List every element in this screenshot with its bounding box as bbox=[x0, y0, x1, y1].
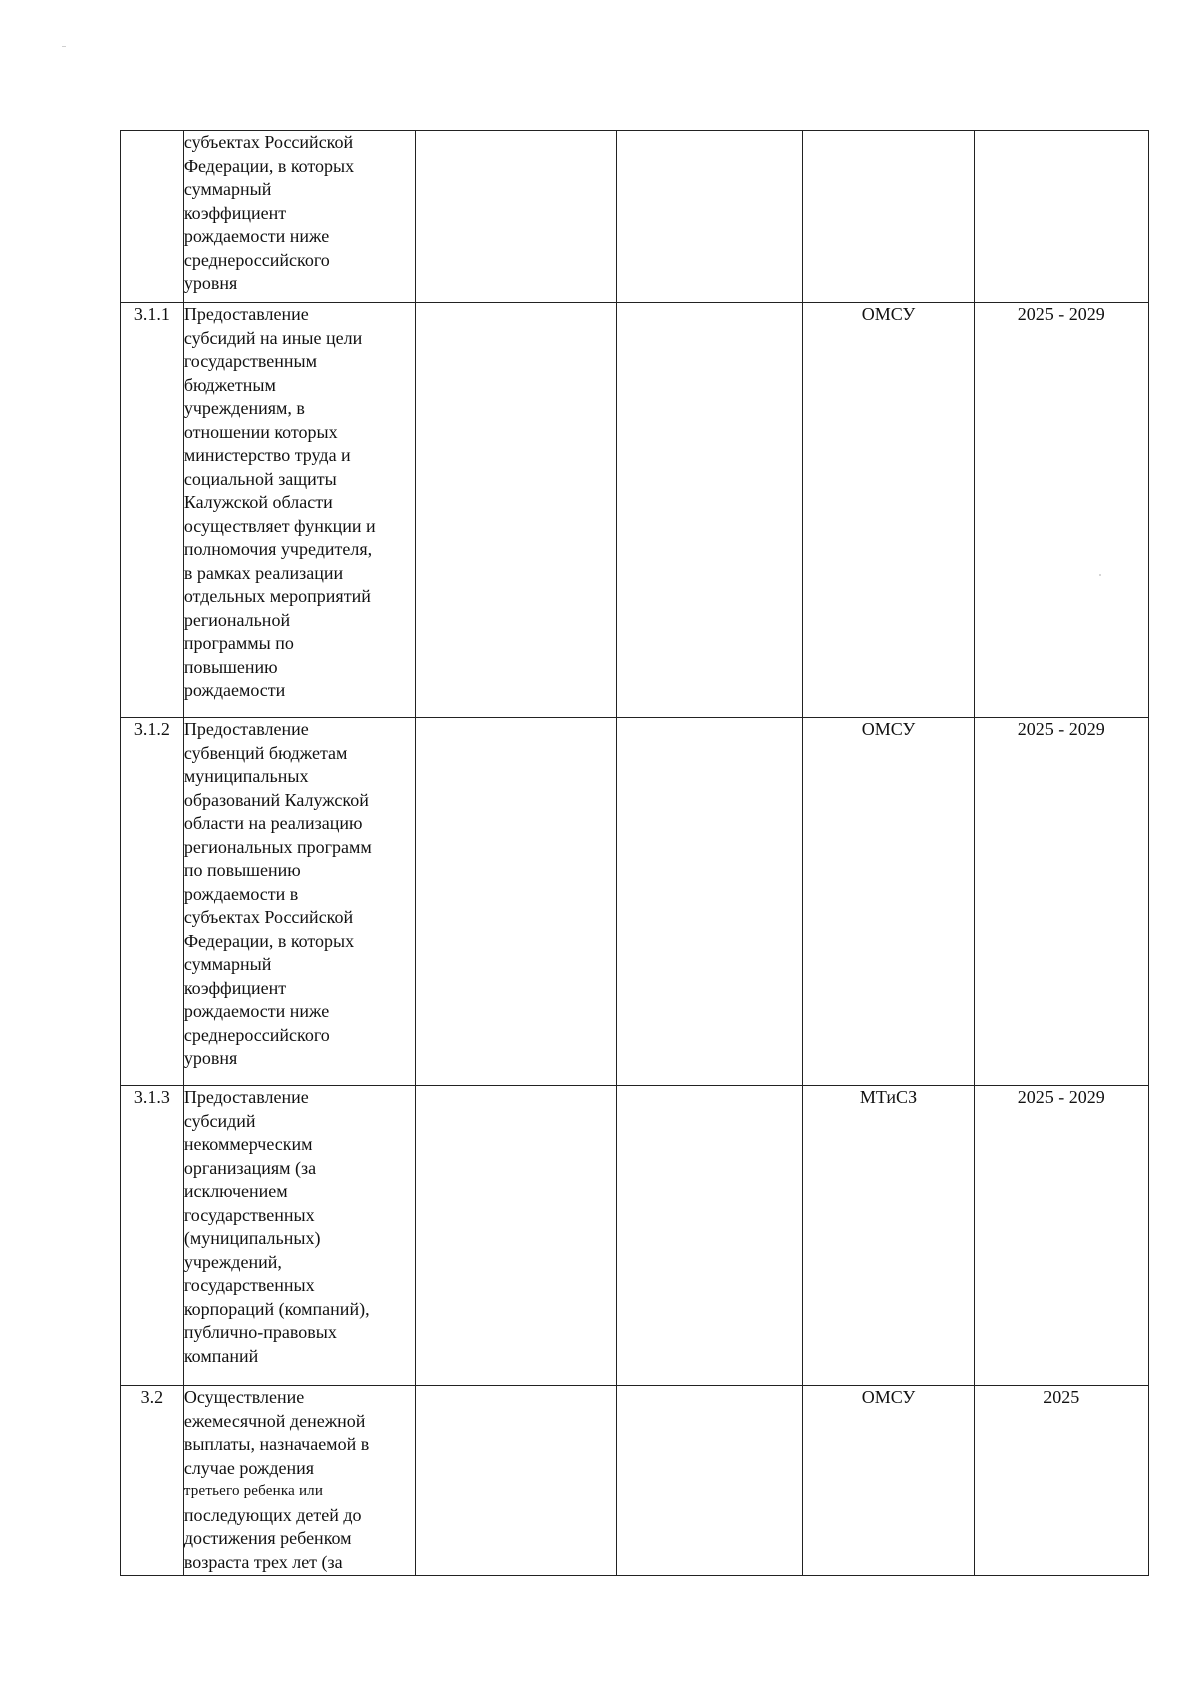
row-number: 3.1.3 bbox=[133, 1087, 170, 1107]
empty-cell bbox=[617, 303, 803, 718]
empty-cell bbox=[617, 1386, 803, 1576]
measure-name-cell bbox=[183, 303, 415, 718]
measure-name-line: региональных программ bbox=[183, 836, 372, 857]
measure-name-line: Предоставление bbox=[183, 304, 309, 324]
measure-name-line: выплаты, назначаемой в bbox=[183, 1434, 370, 1454]
table-row-3-1-2 bbox=[121, 718, 1149, 1086]
measure-name-line: муниципальных bbox=[183, 766, 309, 786]
measure-name-line: рождаемости в bbox=[183, 883, 299, 904]
executor-cell bbox=[803, 1086, 974, 1386]
measure-name-line: коэффициент bbox=[183, 977, 287, 998]
empty-cell bbox=[415, 1386, 616, 1576]
measure-name-line: возраста трех лет (за bbox=[183, 1551, 343, 1572]
measure-name-line: Калужской области bbox=[183, 492, 333, 512]
executor: ОМСУ bbox=[861, 719, 916, 739]
measure-name-line: (муниципальных) bbox=[183, 1228, 321, 1248]
row-number: 3.2 bbox=[140, 1387, 164, 1407]
term-cell bbox=[974, 303, 1148, 718]
term: 2025 bbox=[1043, 1387, 1080, 1407]
measure-name-line: субъектах Российской bbox=[183, 907, 354, 927]
measure-name-line: организациям (за bbox=[183, 1157, 317, 1178]
measure-name-line: учреждениям, в bbox=[183, 398, 305, 418]
measure-name-line: публично-правовых bbox=[183, 1322, 337, 1342]
empty-cell bbox=[415, 718, 616, 1086]
term-cell bbox=[974, 1086, 1148, 1386]
measures-table bbox=[120, 130, 1149, 1576]
executor: ОМСУ bbox=[861, 1387, 916, 1407]
empty-cell bbox=[415, 131, 616, 303]
term-cell bbox=[974, 1386, 1148, 1576]
measure-name-line: уровня bbox=[183, 1048, 238, 1068]
measure-name-line: субсидий на иные цели bbox=[183, 327, 363, 348]
measure-name-line: среднероссийского bbox=[183, 249, 330, 270]
measure-name-line: учреждений, bbox=[183, 1251, 282, 1272]
measure-name-line: Федерации, в которых bbox=[183, 155, 355, 176]
row-number: 3.1.2 bbox=[133, 719, 170, 739]
empty-cell bbox=[617, 131, 803, 303]
row-number-cell bbox=[121, 1086, 184, 1386]
measure-name-line: отдельных мероприятий bbox=[183, 586, 371, 606]
term: 2025 - 2029 bbox=[1017, 719, 1105, 739]
row-number-cell bbox=[121, 303, 184, 718]
executor: ОМСУ bbox=[861, 304, 916, 324]
measure-name-line: среднероссийского bbox=[183, 1024, 330, 1045]
empty-cell bbox=[415, 303, 616, 718]
measure-name-line: программы по bbox=[183, 633, 294, 653]
measure-name-cell bbox=[183, 718, 415, 1086]
measure-name-line: субвенций бюджетам bbox=[183, 742, 348, 763]
measure-name-line: повышению bbox=[183, 656, 278, 677]
table-row-3-2 bbox=[121, 1386, 1149, 1576]
measure-name-line: корпораций (компаний), bbox=[183, 1298, 370, 1319]
measure-name-line: исключением bbox=[183, 1181, 288, 1201]
measure-name-line: последующих детей до bbox=[183, 1504, 362, 1525]
measure-name-line: по повышению bbox=[183, 860, 301, 880]
measure-name-line: уровня bbox=[183, 273, 238, 293]
measure-name-line: области на реализацию bbox=[183, 813, 363, 833]
term: 2025 - 2029 bbox=[1017, 1087, 1105, 1107]
table-row-3-1-3 bbox=[121, 1086, 1149, 1386]
measure-name-line: региональной bbox=[183, 609, 291, 630]
empty-cell bbox=[415, 1086, 616, 1386]
term: 2025 - 2029 bbox=[1017, 304, 1105, 324]
row-number-cell bbox=[121, 131, 184, 303]
measure-name-cell bbox=[183, 1386, 415, 1576]
term-cell bbox=[974, 718, 1148, 1086]
measure-name-cell bbox=[183, 131, 415, 303]
executor-cell bbox=[803, 131, 974, 303]
measure-name-line: рождаемости ниже bbox=[183, 1001, 330, 1021]
term-cell bbox=[974, 131, 1148, 303]
measure-name-line: рождаемости bbox=[183, 680, 286, 700]
executor-cell bbox=[803, 1386, 974, 1576]
measure-name-line: образований Калужской bbox=[183, 789, 369, 810]
table-row-3-1-1 bbox=[121, 303, 1149, 718]
measure-name-line: случае рождения bbox=[183, 1457, 315, 1478]
empty-cell bbox=[617, 1086, 803, 1386]
measure-name-line: министерство труда и bbox=[183, 445, 351, 465]
executor: МТиСЗ bbox=[859, 1087, 918, 1107]
measure-name-line: в рамках реализации bbox=[183, 562, 344, 583]
row-number: 3.1.1 bbox=[133, 304, 170, 324]
measure-name-line: Предоставление bbox=[183, 1087, 309, 1107]
measure-name-line: государственных bbox=[183, 1275, 315, 1295]
measure-name-line: компаний bbox=[183, 1345, 259, 1366]
measure-name-line: Осуществление bbox=[183, 1387, 305, 1407]
measure-name-line: социальной защиты bbox=[183, 468, 337, 489]
measure-name-line: Федерации, в которых bbox=[183, 930, 355, 951]
measure-name-line: суммарный bbox=[183, 954, 272, 974]
measure-name-line: Предоставление bbox=[183, 719, 309, 739]
table-row-continuation bbox=[121, 131, 1149, 303]
measure-name-line: субсидий bbox=[183, 1110, 256, 1131]
measure-name-line: некоммерческим bbox=[183, 1134, 313, 1154]
measure-name-line: бюджетным bbox=[183, 374, 276, 395]
executor-cell bbox=[803, 303, 974, 718]
measure-name-line: рождаемости ниже bbox=[183, 226, 330, 246]
measure-name-line: полномочия учредителя, bbox=[183, 539, 373, 559]
measure-name-line: государственных bbox=[183, 1204, 315, 1225]
row-number-cell bbox=[121, 1386, 184, 1576]
measure-name-line: осуществляет функции и bbox=[183, 515, 376, 536]
row-number-cell bbox=[121, 718, 184, 1086]
measure-name-cell bbox=[183, 1086, 415, 1386]
empty-cell bbox=[617, 718, 803, 1086]
measure-name-line: государственным bbox=[183, 351, 317, 371]
measure-name-line: достижения ребенком bbox=[183, 1528, 352, 1548]
measure-name-line: третьего ребенка или bbox=[183, 1483, 324, 1499]
measure-name-line: отношении которых bbox=[183, 421, 338, 442]
measure-name-line: субъектах Российской bbox=[183, 132, 354, 152]
measure-name-line: коэффициент bbox=[183, 202, 287, 223]
scan-mark bbox=[62, 46, 66, 47]
measure-name-line: суммарный bbox=[183, 179, 272, 199]
executor-cell bbox=[803, 718, 974, 1086]
measure-name-line: ежемесячной денежной bbox=[183, 1410, 366, 1431]
